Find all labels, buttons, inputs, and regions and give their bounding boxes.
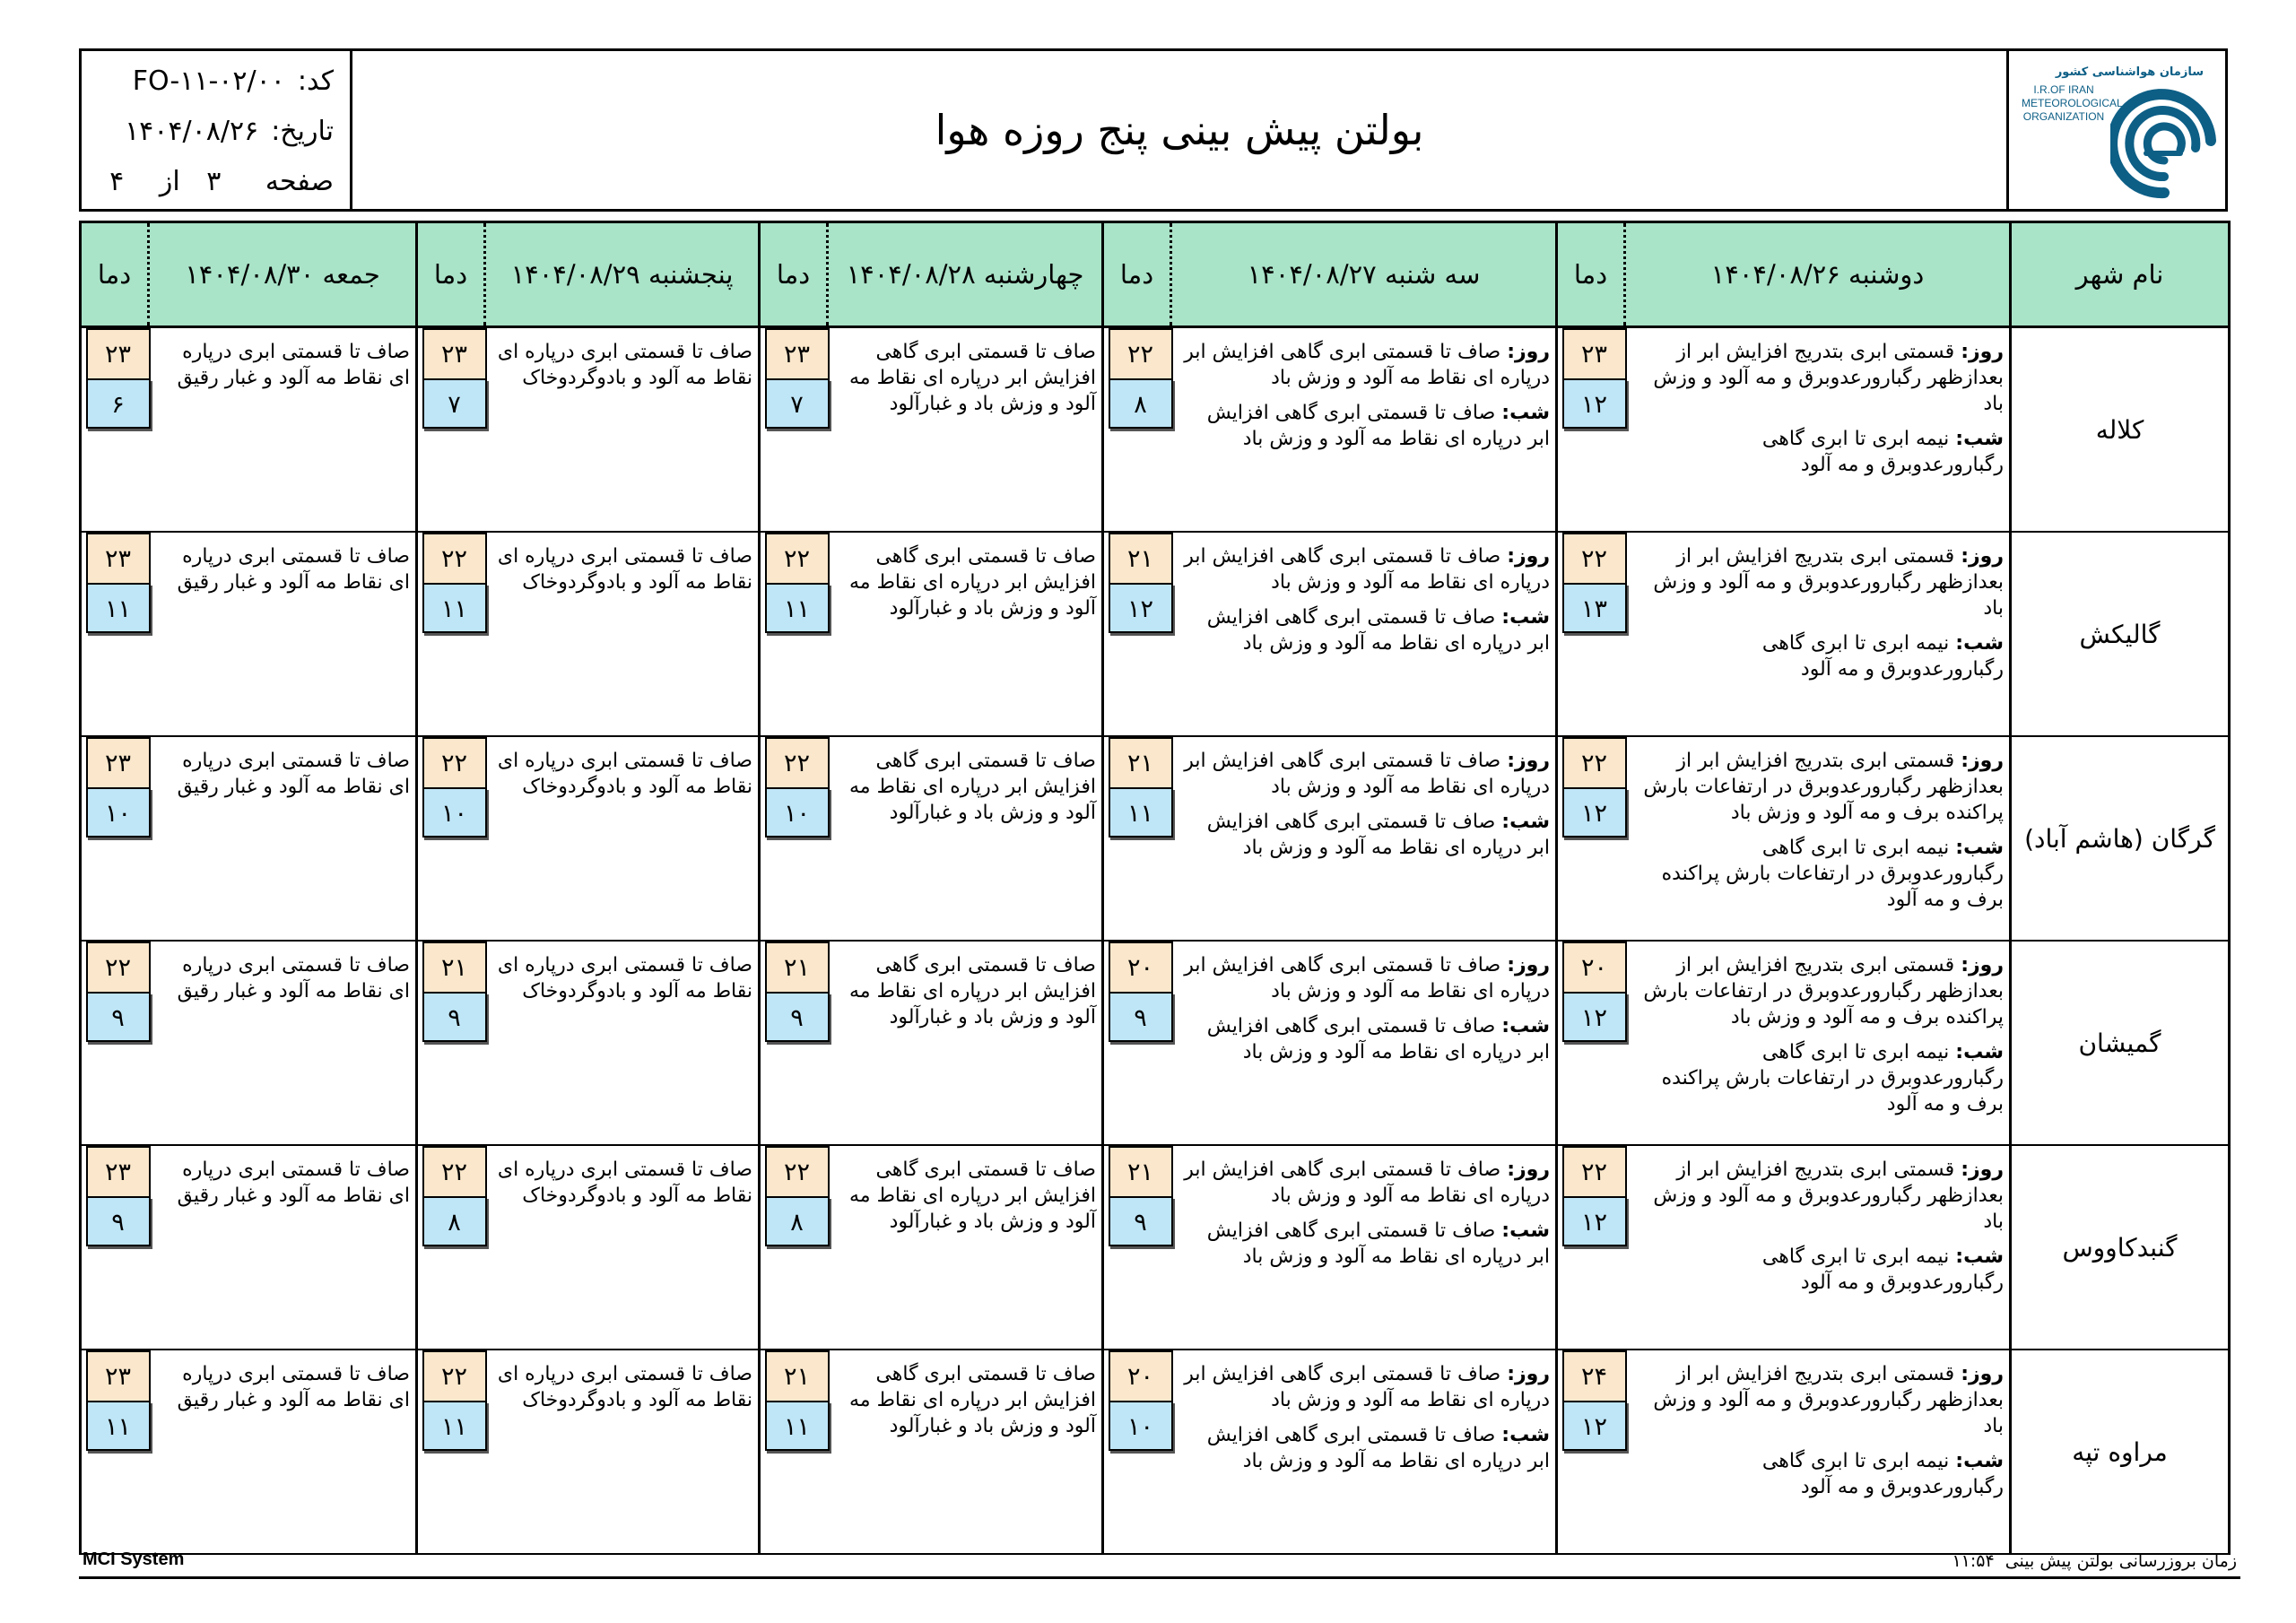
day-forecast bbox=[1180, 339, 1551, 391]
forecast-text: صاف تا قسمتی ابری درپاره ای نقاط مه آلود و بادوگردوخاک bbox=[497, 1159, 752, 1207]
city-name: مراوه تپه bbox=[2011, 1350, 2230, 1554]
max-temp: ۲۳ bbox=[422, 328, 487, 378]
min-temp: ۸ bbox=[1109, 378, 1173, 429]
temp-cell bbox=[1557, 736, 1625, 941]
forecast-description bbox=[485, 532, 760, 736]
max-temp: ۲۱ bbox=[1109, 533, 1173, 583]
page-row bbox=[109, 166, 334, 197]
temp-cell bbox=[1557, 1350, 1625, 1554]
temp-cell bbox=[1557, 532, 1625, 736]
day-text: صاف تا قسمتی ابری گاهی افزایش ابر درپاره ای نقاط مه آلود و وزش باد bbox=[1184, 750, 1550, 798]
forecast-description bbox=[1625, 1145, 2011, 1350]
min-temp: ۹ bbox=[86, 1196, 151, 1246]
forecast-description bbox=[149, 327, 417, 533]
forecast-description bbox=[828, 532, 1103, 736]
temp-column-header: دما bbox=[1103, 222, 1171, 327]
temp-cell bbox=[417, 941, 485, 1145]
max-temp: ۲۳ bbox=[86, 533, 151, 583]
day-text: صاف تا قسمتی ابری گاهی افزایش ابر درپاره ای نقاط مه آلود و وزش باد bbox=[1184, 545, 1550, 594]
max-temp: ۲۱ bbox=[422, 942, 487, 992]
city-name: گالیکش bbox=[2011, 532, 2230, 736]
forecast-description bbox=[149, 941, 417, 1145]
night-label: شب: bbox=[1955, 1041, 2004, 1063]
forecast-description bbox=[1625, 532, 2011, 736]
forecast-description bbox=[828, 327, 1103, 533]
day-label: روز: bbox=[1961, 954, 2004, 976]
temp-cell bbox=[1103, 1145, 1171, 1350]
table-row bbox=[81, 941, 2230, 1145]
day-forecast bbox=[1180, 748, 1551, 800]
max-temp: ۲۲ bbox=[422, 533, 487, 583]
day-text: قسمتی ابری بتدریج افزایش ابر از بعدازظهر رگبارورعدوبرق در ارتفاعات بارش پراکنده برف و مه آلود و وزش باد bbox=[1643, 750, 2004, 824]
night-text: صاف تا قسمتی ابری گاهی افزایش ابر درپاره ای نقاط مه آلود و وزش باد bbox=[1206, 1015, 1550, 1063]
night-label: شب: bbox=[1501, 1219, 1550, 1242]
temp-cell bbox=[417, 1145, 485, 1350]
min-temp: ۸ bbox=[765, 1196, 830, 1246]
forecast-description bbox=[1625, 736, 2011, 941]
min-temp: ۹ bbox=[86, 992, 151, 1042]
min-temp: ۶ bbox=[86, 378, 151, 429]
day-text: صاف تا قسمتی ابری گاهی افزایش ابر درپاره ای نقاط مه آلود و وزش باد bbox=[1184, 1159, 1550, 1207]
min-temp: ۱۲ bbox=[1109, 583, 1173, 633]
day5-column-header: جمعه ۱۴۰۴/۰۸/۳۰ bbox=[149, 222, 417, 327]
night-label: شب: bbox=[1501, 402, 1550, 424]
max-temp: ۲۳ bbox=[86, 1350, 151, 1401]
day-forecast bbox=[1634, 1157, 2005, 1235]
temp-cell bbox=[1103, 327, 1171, 533]
night-forecast bbox=[1180, 1218, 1551, 1270]
night-text: صاف تا قسمتی ابری گاهی افزایش ابر درپاره ای نقاط مه آلود و وزش باد bbox=[1206, 402, 1550, 450]
forecast-text: صاف تا قسمتی ابری گاهی افزایش ابر درپاره ای نقاط مه آلود و وزش باد و غبارآلود bbox=[849, 750, 1096, 824]
temp-cell bbox=[81, 1145, 149, 1350]
temp-cell bbox=[1103, 941, 1171, 1145]
night-label: شب: bbox=[1955, 1450, 2004, 1472]
night-forecast bbox=[1634, 1244, 2005, 1296]
temp-cell bbox=[1103, 532, 1171, 736]
min-temp: ۹ bbox=[1109, 992, 1173, 1042]
forecast-table bbox=[79, 221, 2231, 1555]
min-temp: ۱۲ bbox=[1562, 1196, 1627, 1246]
forecast-description bbox=[1625, 1350, 2011, 1554]
forecast-text: صاف تا قسمتی ابری گاهی افزایش ابر درپاره ای نقاط مه آلود و وزش باد و غبارآلود bbox=[849, 341, 1096, 415]
date-value: ۱۴۰۴/۰۸/۲۶ bbox=[125, 116, 259, 147]
min-temp: ۱۲ bbox=[1562, 787, 1627, 838]
city-name: گنبدکاووس bbox=[2011, 1145, 2230, 1350]
forecast-description bbox=[1625, 327, 2011, 533]
forecast-description bbox=[1171, 327, 1557, 533]
logo-english-text: I.R.OF IRAN METEOROLOGICAL ORGANIZATION bbox=[2022, 83, 2123, 123]
meteorological-logo-icon bbox=[2110, 67, 2218, 202]
max-temp: ۲۲ bbox=[1562, 533, 1627, 583]
forecast-text: صاف تا قسمتی ابری درپاره ای نقاط مه آلود و غبار رقیق bbox=[177, 341, 410, 389]
max-temp: ۲۳ bbox=[86, 328, 151, 378]
night-forecast bbox=[1180, 809, 1551, 861]
min-temp: ۹ bbox=[422, 992, 487, 1042]
night-forecast bbox=[1634, 835, 2005, 913]
forecast-text: صاف تا قسمتی ابری درپاره ای نقاط مه آلود و غبار رقیق bbox=[177, 1363, 410, 1411]
min-temp: ۱۲ bbox=[1562, 992, 1627, 1042]
bulletin-header bbox=[79, 48, 2228, 212]
forecast-description bbox=[149, 1350, 417, 1554]
forecast-text: صاف تا قسمتی ابری درپاره ای نقاط مه آلود و غبار رقیق bbox=[177, 954, 410, 1002]
table-row bbox=[81, 736, 2230, 941]
update-info bbox=[1952, 1551, 2237, 1571]
min-temp: ۱۰ bbox=[422, 787, 487, 838]
city-name: گمیشان bbox=[2011, 941, 2230, 1145]
temp-cell bbox=[81, 532, 149, 736]
code-row bbox=[133, 65, 334, 97]
night-label: شب: bbox=[1955, 632, 2004, 655]
max-temp: ۲۲ bbox=[422, 1146, 487, 1196]
forecast-text: صاف تا قسمتی ابری گاهی افزایش ابر درپاره ای نقاط مه آلود و وزش باد و غبارآلود bbox=[849, 1159, 1096, 1233]
night-text: نیمه ابری تا ابری گاهی رگبارورعدوبرق در ارتفاعات بارش پراکنده برف و مه آلود bbox=[1661, 1041, 2004, 1115]
day-label: روز: bbox=[1961, 750, 2004, 772]
organization-logo bbox=[2006, 51, 2225, 209]
table-header-row bbox=[81, 222, 2230, 327]
day-label: روز: bbox=[1507, 545, 1550, 568]
table-row bbox=[81, 327, 2230, 533]
night-text: نیمه ابری تا ابری گاهی رگبارورعدوبرق و مه آلود bbox=[1761, 1245, 2004, 1294]
forecast-text: صاف تا قسمتی ابری درپاره ای نقاط مه آلود و بادوگردوخاک bbox=[497, 750, 752, 798]
min-temp: ۷ bbox=[422, 378, 487, 429]
forecast-text: صاف تا قسمتی ابری درپاره ای نقاط مه آلود و بادوگردوخاک bbox=[497, 341, 752, 389]
day3-column-header: چهارشنبه ۱۴۰۴/۰۸/۲۸ bbox=[828, 222, 1103, 327]
city-name: کلاله bbox=[2011, 327, 2230, 533]
forecast-text: صاف تا قسمتی ابری درپاره ای نقاط مه آلود و غبار رقیق bbox=[177, 1159, 410, 1207]
night-label: شب: bbox=[1955, 837, 2004, 859]
forecast-text: صاف تا قسمتی ابری درپاره ای نقاط مه آلود و بادوگردوخاک bbox=[497, 545, 752, 594]
day-text: قسمتی ابری بتدریج افزایش ابر از بعدازظهر رگبارورعدوبرق و مه آلود و وزش باد bbox=[1653, 1159, 2004, 1233]
temp-cell bbox=[1103, 1350, 1171, 1554]
min-temp: ۱۱ bbox=[765, 583, 830, 633]
min-temp: ۹ bbox=[765, 992, 830, 1042]
temp-cell bbox=[1103, 736, 1171, 941]
day-text: صاف تا قسمتی ابری گاهی افزایش ابر درپاره ای نقاط مه آلود و وزش باد bbox=[1184, 1363, 1550, 1411]
day-text: قسمتی ابری بتدریج افزایش ابر از بعدازظهر رگبارورعدوبرق در ارتفاعات بارش پراکنده برف و مه آلود و وزش باد bbox=[1643, 954, 2004, 1028]
min-temp: ۸ bbox=[422, 1196, 487, 1246]
day-text: صاف تا قسمتی ابری گاهی افزایش ابر درپاره ای نقاط مه آلود و وزش باد bbox=[1184, 341, 1550, 389]
night-label: شب: bbox=[1501, 1015, 1550, 1037]
forecast-description bbox=[1171, 1145, 1557, 1350]
max-temp: ۲۲ bbox=[422, 1350, 487, 1401]
day-forecast bbox=[1180, 952, 1551, 1004]
max-temp: ۲۳ bbox=[765, 328, 830, 378]
temp-cell bbox=[417, 327, 485, 533]
night-text: صاف تا قسمتی ابری گاهی افزایش ابر درپاره ای نقاط مه آلود و وزش باد bbox=[1206, 606, 1550, 655]
temp-cell bbox=[417, 736, 485, 941]
document-info bbox=[82, 51, 352, 209]
day-label: روز: bbox=[1961, 1363, 2004, 1385]
night-label: شب: bbox=[1501, 606, 1550, 629]
forecast-text: صاف تا قسمتی ابری درپاره ای نقاط مه آلود و بادوگردوخاک bbox=[497, 954, 752, 1002]
forecast-description bbox=[828, 1145, 1103, 1350]
max-temp: ۲۳ bbox=[1562, 328, 1627, 378]
temp-column-header: دما bbox=[760, 222, 828, 327]
forecast-description bbox=[485, 1145, 760, 1350]
night-forecast bbox=[1180, 1422, 1551, 1474]
max-temp: ۲۲ bbox=[1562, 1146, 1627, 1196]
forecast-text: صاف تا قسمتی ابری درپاره ای نقاط مه آلود و بادوگردوخاک bbox=[497, 1363, 752, 1411]
date-label: تاریخ: bbox=[271, 116, 334, 147]
date-row bbox=[125, 116, 334, 147]
min-temp: ۱۲ bbox=[1562, 1401, 1627, 1451]
forecast-description bbox=[149, 532, 417, 736]
forecast-text: صاف تا قسمتی ابری گاهی افزایش ابر درپاره ای نقاط مه آلود و وزش باد و غبارآلود bbox=[849, 545, 1096, 620]
forecast-description bbox=[149, 1145, 417, 1350]
forecast-description bbox=[485, 736, 760, 941]
max-temp: ۲۰ bbox=[1109, 1350, 1173, 1401]
day-forecast bbox=[1634, 543, 2005, 621]
day-forecast bbox=[1634, 1361, 2005, 1439]
day-label: روز: bbox=[1507, 1159, 1550, 1181]
bulletin-title: بولتن پیش بینی پنج روزه هوا bbox=[935, 106, 1424, 154]
min-temp: ۱۱ bbox=[86, 1401, 151, 1451]
night-text: نیمه ابری تا ابری گاهی رگبارورعدوبرق در ارتفاعات بارش پراکنده برف و مه آلود bbox=[1661, 837, 2004, 911]
day-forecast bbox=[1180, 1157, 1551, 1209]
max-temp: ۲۴ bbox=[1562, 1350, 1627, 1401]
update-time: ۱۱:۵۴ bbox=[1952, 1551, 1995, 1571]
day-label: روز: bbox=[1961, 341, 2004, 363]
night-text: صاف تا قسمتی ابری گاهی افزایش ابر درپاره ای نقاط مه آلود و وزش باد bbox=[1206, 1219, 1550, 1268]
day-text: قسمتی ابری بتدریج افزایش ابر از بعدازظهر رگبارورعدوبرق و مه آلود و وزش باد bbox=[1653, 545, 2004, 620]
forecast-description bbox=[485, 327, 760, 533]
night-forecast bbox=[1180, 1013, 1551, 1065]
min-temp: ۱۲ bbox=[1562, 378, 1627, 429]
min-temp: ۱۳ bbox=[1562, 583, 1627, 633]
day-forecast bbox=[1180, 543, 1551, 595]
day-forecast bbox=[1180, 1361, 1551, 1413]
temp-cell bbox=[417, 532, 485, 736]
temp-column-header: دما bbox=[81, 222, 149, 327]
night-text: نیمه ابری تا ابری گاهی رگبارورعدوبرق و مه آلود bbox=[1761, 632, 2004, 681]
min-temp: ۱۰ bbox=[1109, 1401, 1173, 1451]
night-text: نیمه ابری تا ابری گاهی رگبارورعدوبرق و مه آلود bbox=[1761, 428, 2004, 476]
update-label: زمان بروزرسانی بولتن پیش بینی bbox=[2005, 1551, 2237, 1571]
page-current: ۳ bbox=[206, 166, 222, 197]
temp-column-header: دما bbox=[1557, 222, 1625, 327]
night-forecast bbox=[1634, 1039, 2005, 1117]
max-temp: ۲۱ bbox=[765, 942, 830, 992]
max-temp: ۲۲ bbox=[765, 1146, 830, 1196]
city-column-header: نام شهر bbox=[2011, 222, 2230, 327]
forecast-description bbox=[485, 941, 760, 1145]
forecast-description bbox=[1171, 532, 1557, 736]
day-text: قسمتی ابری بتدریج افزایش ابر از بعدازظهر رگبارورعدوبرق و مه آلود و وزش باد bbox=[1653, 341, 2004, 415]
temp-cell bbox=[760, 1350, 828, 1554]
min-temp: ۱۱ bbox=[1109, 787, 1173, 838]
night-label: شب: bbox=[1501, 811, 1550, 833]
forecast-text: صاف تا قسمتی ابری گاهی افزایش ابر درپاره ای نقاط مه آلود و وزش باد و غبارآلود bbox=[849, 1363, 1096, 1437]
code-value: FO-۱۱-۰۲/۰۰ bbox=[132, 65, 285, 97]
day-forecast bbox=[1634, 952, 2005, 1030]
day-label: روز: bbox=[1507, 750, 1550, 772]
temp-cell bbox=[81, 736, 149, 941]
day4-column-header: پنجشنبه ۱۴۰۴/۰۸/۲۹ bbox=[485, 222, 760, 327]
forecast-text: صاف تا قسمتی ابری گاهی افزایش ابر درپاره ای نقاط مه آلود و وزش باد و غبارآلود bbox=[849, 954, 1096, 1028]
max-temp: ۲۲ bbox=[1109, 328, 1173, 378]
code-label: کد: bbox=[297, 65, 334, 97]
max-temp: ۲۲ bbox=[765, 737, 830, 787]
logo-persian-text: سازمان هواشناسی کشور bbox=[2055, 65, 2204, 79]
table-row bbox=[81, 1350, 2230, 1554]
day-label: روز: bbox=[1961, 545, 2004, 568]
system-name: MCI System bbox=[83, 1549, 185, 1569]
night-label: شب: bbox=[1955, 1245, 2004, 1268]
min-temp: ۱۱ bbox=[422, 583, 487, 633]
forecast-text: صاف تا قسمتی ابری درپاره ای نقاط مه آلود و غبار رقیق bbox=[177, 545, 410, 594]
city-name: گرگان (هاشم آباد) bbox=[2011, 736, 2230, 941]
night-forecast bbox=[1634, 1448, 2005, 1500]
max-temp: ۲۲ bbox=[1562, 737, 1627, 787]
page-total: ۴ bbox=[109, 166, 125, 197]
max-temp: ۲۱ bbox=[765, 1350, 830, 1401]
day-label: روز: bbox=[1507, 954, 1550, 976]
min-temp: ۱۰ bbox=[765, 787, 830, 838]
night-forecast bbox=[1634, 426, 2005, 478]
min-temp: ۷ bbox=[765, 378, 830, 429]
forecast-description bbox=[1171, 736, 1557, 941]
day-label: روز: bbox=[1507, 1363, 1550, 1385]
page-label: صفحه bbox=[265, 166, 334, 197]
footer-divider bbox=[79, 1576, 2240, 1579]
night-label: شب: bbox=[1501, 1424, 1550, 1446]
night-text: نیمه ابری تا ابری گاهی رگبارورعدوبرق و مه آلود bbox=[1761, 1450, 2004, 1498]
max-temp: ۲۳ bbox=[86, 1146, 151, 1196]
night-forecast bbox=[1180, 604, 1551, 656]
page-of: از bbox=[159, 166, 180, 197]
temp-cell bbox=[760, 1145, 828, 1350]
temp-cell bbox=[1557, 941, 1625, 1145]
day-label: روز: bbox=[1507, 341, 1550, 363]
max-temp: ۲۰ bbox=[1109, 942, 1173, 992]
temp-cell bbox=[760, 736, 828, 941]
day1-column-header: دوشنبه ۱۴۰۴/۰۸/۲۶ bbox=[1625, 222, 2011, 327]
temp-cell bbox=[1557, 1145, 1625, 1350]
max-temp: ۲۱ bbox=[1109, 737, 1173, 787]
temp-cell bbox=[417, 1350, 485, 1554]
max-temp: ۲۳ bbox=[86, 737, 151, 787]
day-forecast bbox=[1634, 339, 2005, 417]
table-row bbox=[81, 1145, 2230, 1350]
temp-cell bbox=[760, 327, 828, 533]
temp-cell bbox=[760, 941, 828, 1145]
forecast-description bbox=[149, 736, 417, 941]
night-text: صاف تا قسمتی ابری گاهی افزایش ابر درپاره ای نقاط مه آلود و وزش باد bbox=[1206, 1424, 1550, 1472]
day-forecast bbox=[1634, 748, 2005, 826]
forecast-description bbox=[828, 941, 1103, 1145]
temp-cell bbox=[81, 1350, 149, 1554]
day-text: صاف تا قسمتی ابری گاهی افزایش ابر درپاره ای نقاط مه آلود و وزش باد bbox=[1184, 954, 1550, 1002]
max-temp: ۲۲ bbox=[422, 737, 487, 787]
forecast-description bbox=[1171, 1350, 1557, 1554]
night-label: شب: bbox=[1955, 428, 2004, 450]
min-temp: ۱۱ bbox=[765, 1401, 830, 1451]
forecast-description bbox=[1171, 941, 1557, 1145]
temp-cell bbox=[1557, 327, 1625, 533]
forecast-rows bbox=[81, 327, 2230, 1555]
max-temp: ۲۲ bbox=[765, 533, 830, 583]
temp-column-header: دما bbox=[417, 222, 485, 327]
day2-column-header: سه شنبه ۱۴۰۴/۰۸/۲۷ bbox=[1171, 222, 1557, 327]
max-temp: ۲۱ bbox=[1109, 1146, 1173, 1196]
temp-cell bbox=[81, 327, 149, 533]
forecast-text: صاف تا قسمتی ابری درپاره ای نقاط مه آلود و غبار رقیق bbox=[177, 750, 410, 798]
night-forecast bbox=[1634, 630, 2005, 682]
max-temp: ۲۰ bbox=[1562, 942, 1627, 992]
forecast-description bbox=[485, 1350, 760, 1554]
forecast-description bbox=[1625, 941, 2011, 1145]
forecast-description bbox=[828, 1350, 1103, 1554]
table-row bbox=[81, 532, 2230, 736]
temp-cell bbox=[81, 941, 149, 1145]
min-temp: ۹ bbox=[1109, 1196, 1173, 1246]
min-temp: ۱۰ bbox=[86, 787, 151, 838]
night-text: صاف تا قسمتی ابری گاهی افزایش ابر درپاره ای نقاط مه آلود و وزش باد bbox=[1206, 811, 1550, 859]
forecast-description bbox=[828, 736, 1103, 941]
min-temp: ۱۱ bbox=[422, 1401, 487, 1451]
temp-cell bbox=[760, 532, 828, 736]
max-temp: ۲۲ bbox=[86, 942, 151, 992]
day-label: روز: bbox=[1961, 1159, 2004, 1181]
day-text: قسمتی ابری بتدریج افزایش ابر از بعدازظهر رگبارورعدوبرق و مه آلود و وزش باد bbox=[1653, 1363, 2004, 1437]
min-temp: ۱۱ bbox=[86, 583, 151, 633]
night-forecast bbox=[1180, 400, 1551, 452]
